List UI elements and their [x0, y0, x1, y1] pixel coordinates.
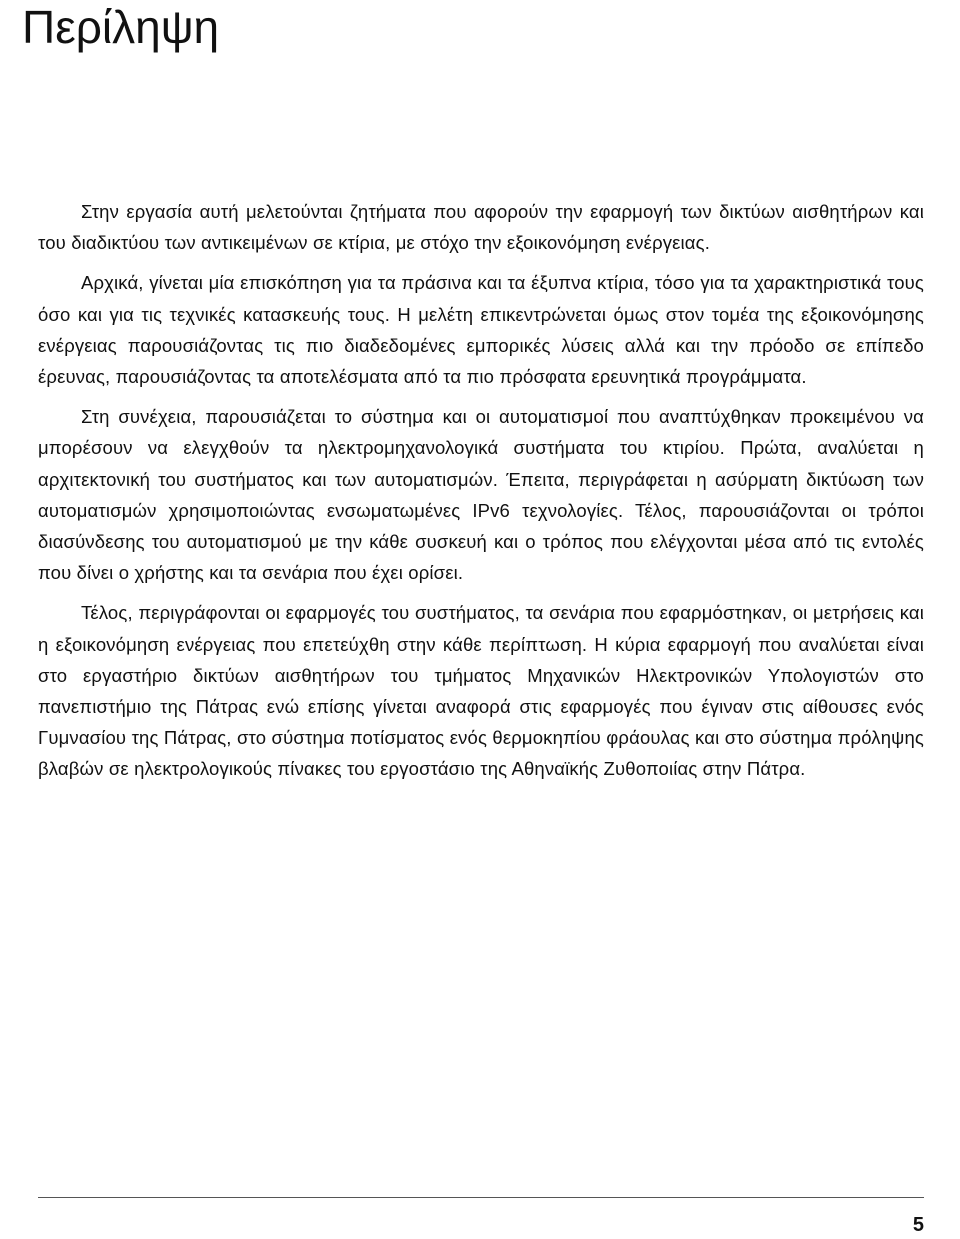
paragraph-3: Στη συνέχεια, παρουσιάζεται το σύστημα και οι αυτοματισμοί που αναπτύχθηκαν προκειμένου να μπορέσουν να ελεγχθούν τα ηλεκτρομηχανολογικά συστήματα του κτιρίου. Πρώτα, αναλύεται η αρχιτεκτονική του συστήματος και των αυτοματισμών. Έπειτα, περιγράφεται η ασύρματη δικτύωση των αυτοματισμών χρησιμοποιώντας ενσωματωμένες IPv6 τεχνολογίες. Τέλος, παρουσιάζονται οι τρόποι διασύνδεσης του αυτοματισμού με την κάθε συσκευή και ο τρόπος που ελέγχονται μέσα από τις εντολές που δίνει ο χρήστης και τα σενάρια που έχει ορίσει. — [38, 406, 924, 584]
paragraph-2: Αρχικά, γίνεται μία επισκόπηση για τα πράσινα και τα έξυπνα κτίρια, τόσο για τα χαρακτηριστικά τους όσο και για τις τεχνικές κατασκευής τους. Η μελέτη επικεντρώνεται όμως στον τομέα της εξοικονόμησης ενέργειας παρουσιάζοντας τις πιο διαδεδομένες εμπορικές λύσεις αλλά και την πρόοδο σε επίπεδο έρευνας, παρουσιάζοντας τα αποτελέσματα από τα πιο πρόσφατα ερευνητικά προγράμματα. — [38, 272, 924, 388]
abstract-body — [38, 196, 924, 785]
page-title: Περίληψη — [22, 1, 220, 53]
footer-divider — [38, 1197, 924, 1198]
paragraph-1: Στην εργασία αυτή μελετούνται ζητήματα που αφορούν την εφαρμογή των δικτύων αισθητήρων και του διαδικτύου των αντικειμένων σε κτίρια, με στόχο την εξοικονόμηση ενέργειας. — [38, 201, 924, 254]
paragraph-4: Τέλος, περιγράφονται οι εφαρμογές του συστήματος, τα σενάρια που εφαρμόστηκαν, οι μετρήσεις και η εξοικονόμηση ενέργειας που επετεύχθη στην κάθε περίπτωση. Η κύρια εφαρμογή που αναλύεται είναι στο εργαστήριο δικτύων αισθητήρων του τμήματος Μηχανικών Ηλεκτρονικών Υπολογιστών στο πανεπιστήμιο της Πάτρας ενώ επίσης γίνεται αναφορά στις εφαρμογές που έγιναν στις αίθουσες ενός Γυμνασίου της Πάτρας, στο σύστημα ποτίσματος ενός θερμοκηπίου φράουλας και στο σύστημα πρόληψης βλαβών σε ηλεκτρολογικούς πίνακες του εργοστάσιο της Αθηναϊκής Ζυθοποιίας στην Πάτρα. — [38, 602, 924, 780]
page-number: 5 — [912, 1214, 924, 1236]
